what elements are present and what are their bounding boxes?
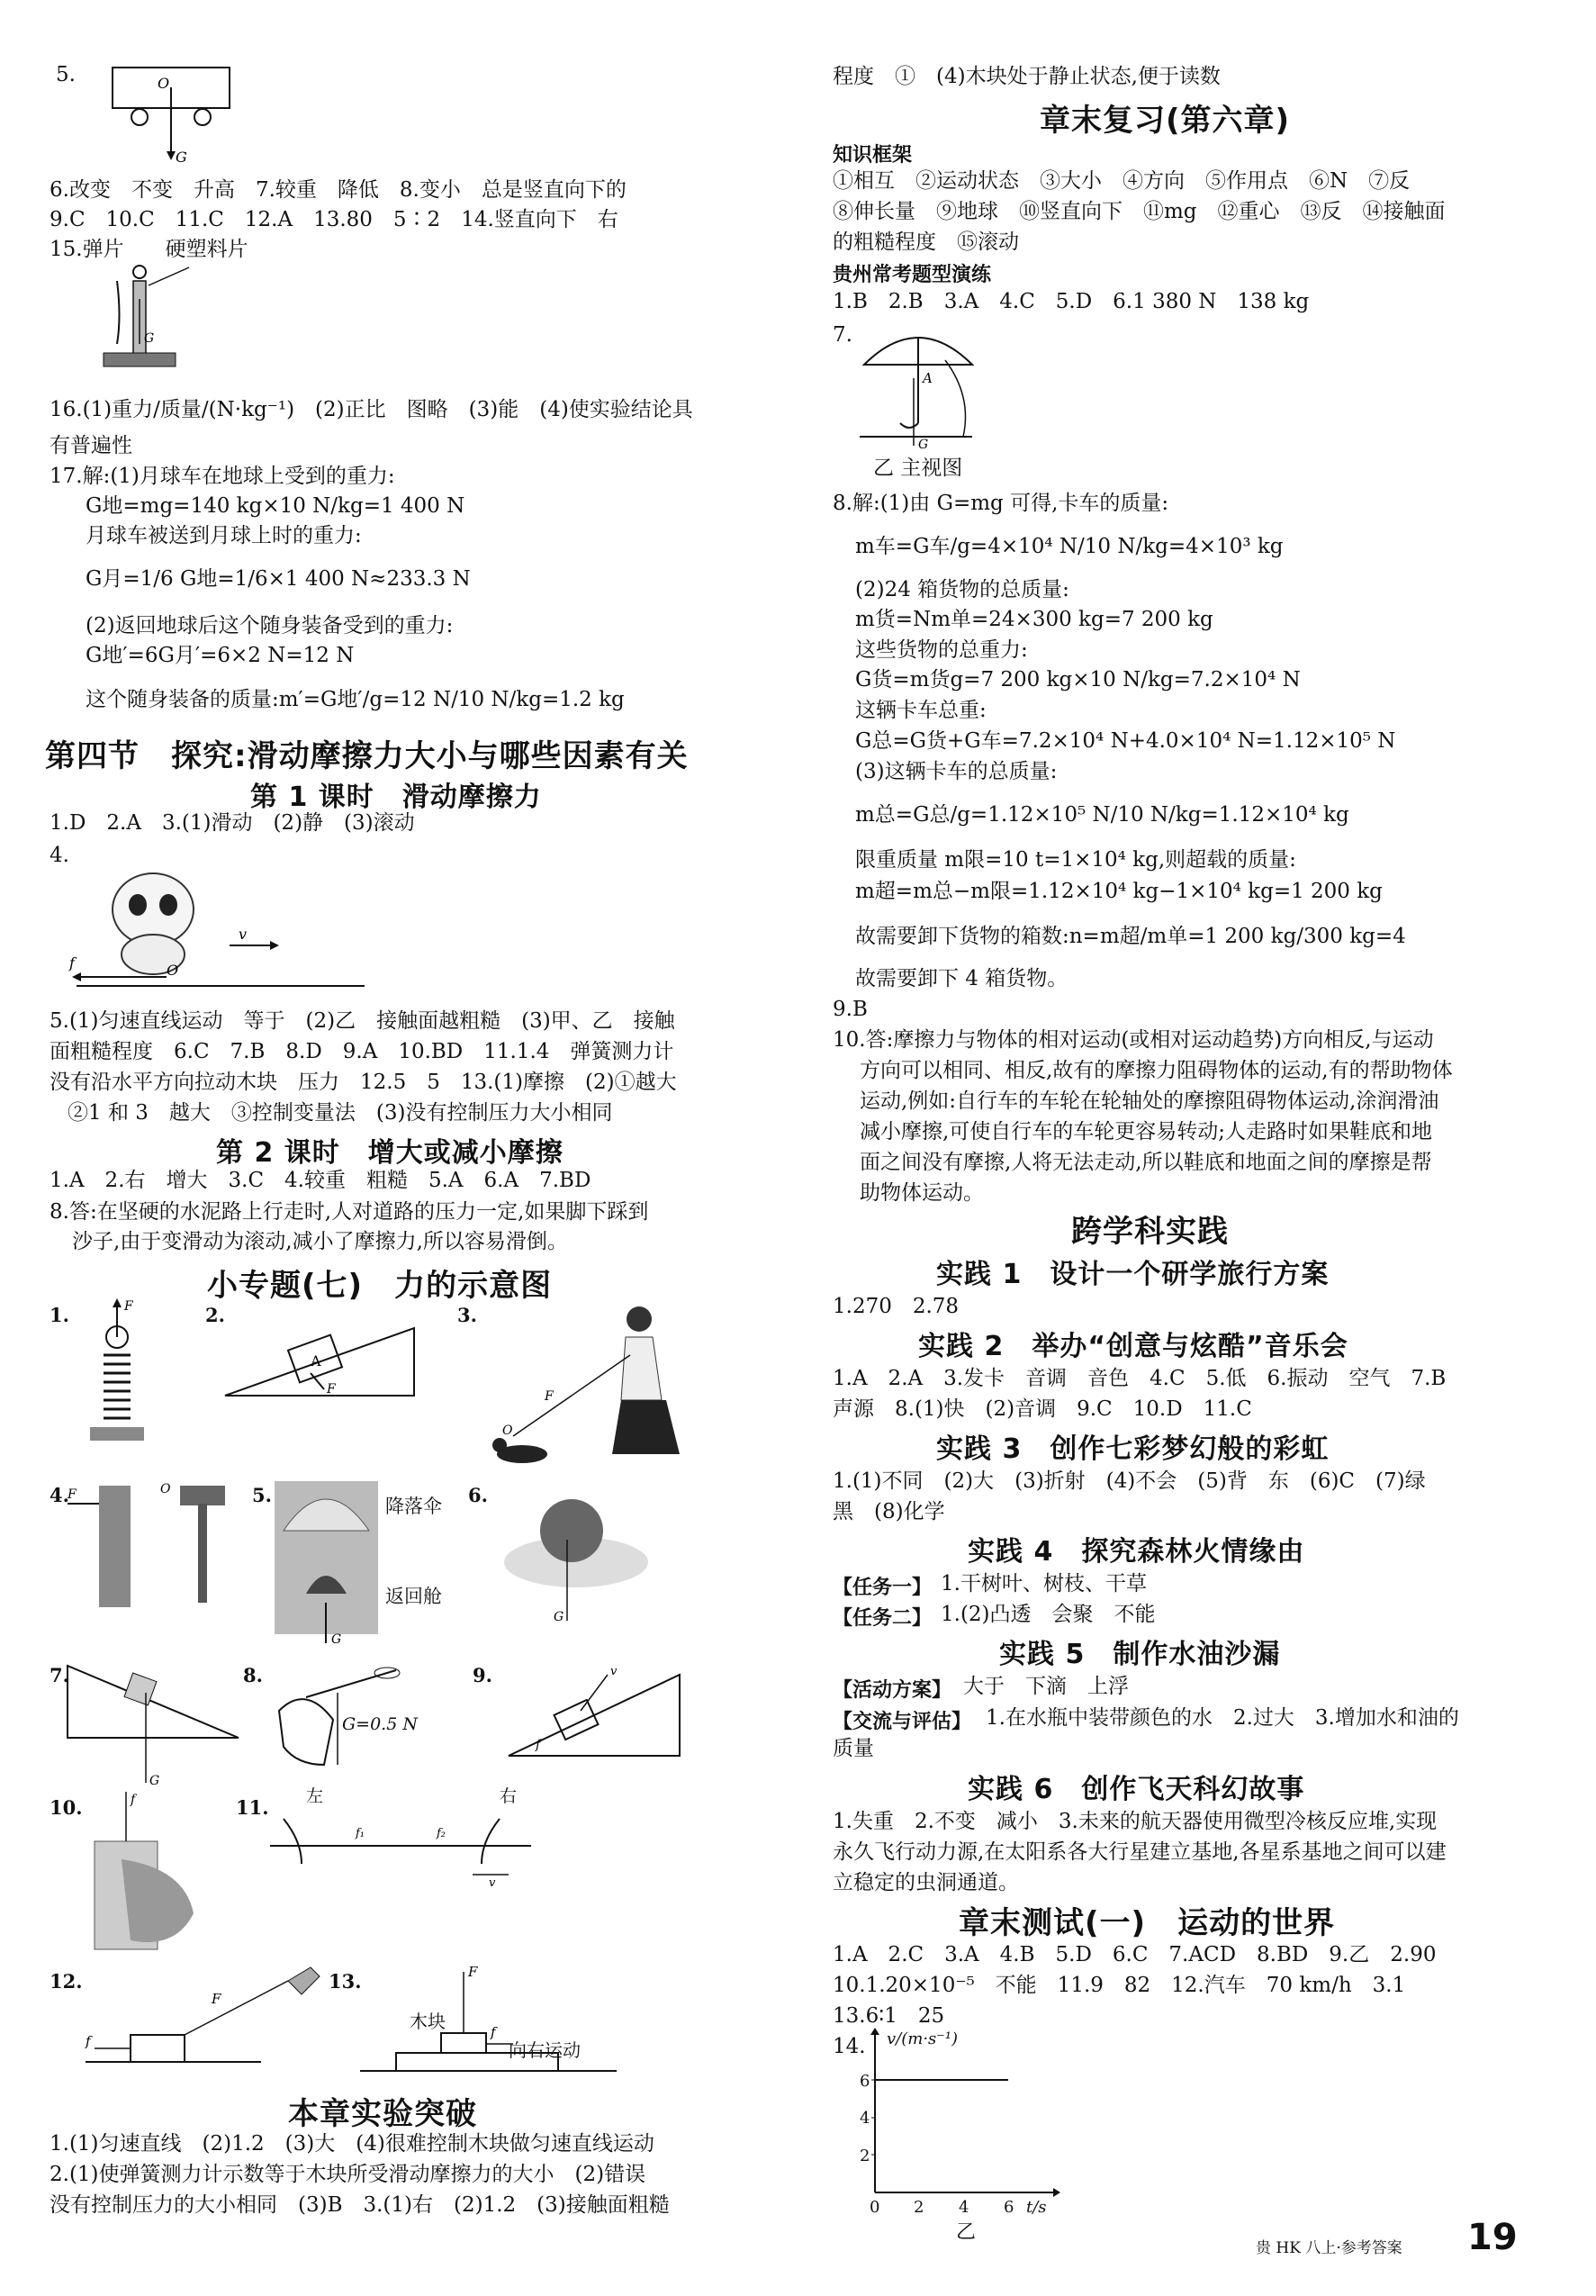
knowledge-frame-label: 知识框架 (833, 144, 913, 167)
svg-text:F: F (68, 1487, 77, 1502)
svg-text:f: f (536, 1738, 541, 1752)
answer-line: ①相互 ②运动状态 ③大小 ④方向 ⑤作用点 ⑥N ⑦反 (833, 169, 1411, 193)
fig-label: 6. (468, 1484, 488, 1506)
cart-figure (104, 63, 248, 167)
answer-line: 大于 下滴 上浮 (963, 1675, 1129, 1698)
chapter-review-heading: 章末复习(第六章) (1040, 103, 1291, 139)
answer-line: 1.(2)凸透 会聚 不能 (941, 1603, 1156, 1626)
left-label: 左 (306, 1786, 324, 1806)
answer-line: 故需要卸下货物的箱数:n=m超/m单=1 200 kg/300 kg=4 (855, 925, 1406, 948)
answer-line: 永久飞行动力源,在太阳系各大行星建立基地,各星系基地之间可以建 (833, 1840, 1447, 1864)
answer-line: 1.270 2.78 (833, 1295, 960, 1318)
svg-text:G: G (149, 1774, 160, 1788)
fig-label: 10. (50, 1796, 83, 1819)
answer-line: 13.6∶1 25 (833, 2004, 945, 2028)
answer-line: 9.B (833, 998, 868, 1021)
answer-line: 的粗糙程度 ⑮滚动 (833, 231, 1019, 254)
g05-label: G=0.5 N (342, 1714, 418, 1734)
answer-line: 面之间没有摩擦,人将无法走动,所以鞋底和地面之间的摩擦是帮 (860, 1151, 1432, 1174)
practice3-heading: 实践 3 创作七彩梦幻般的彩虹 (936, 1433, 1330, 1465)
answer-line: (2)返回地球后这个随身装备受到的重力: (86, 614, 454, 637)
fig-label: 8. (243, 1664, 263, 1686)
answer-line: 6.改变 不变 升高 7.较重 降低 8.变小 总是竖直向下的 (50, 178, 627, 202)
graph-caption: 乙 (956, 2221, 977, 2244)
svg-text:G: G (554, 1610, 564, 1624)
svg-text:F: F (545, 1389, 554, 1404)
answer-line: 助物体运动。 (860, 1181, 984, 1205)
answer-line: 1.(1)匀速直线 (2)1.2 (3)大 (4)很难控制木块做匀速直线运动 (50, 2132, 654, 2156)
fig-label: 11. (236, 1796, 269, 1819)
graph-ytick: 4 (860, 2109, 870, 2128)
fig-label: 1. (50, 1304, 69, 1326)
answer-line: 1.(1)不同 (2)大 (3)折射 (4)不会 (5)背 东 (6)C (7)绿 (833, 1469, 1426, 1493)
graph-ytick: 2 (860, 2147, 870, 2165)
answer-line: 10.1.20×10⁻⁵ 不能 11.9 82 12.汽车 70 km/h 3.1 (833, 1974, 1406, 1997)
svg-text:G: G (918, 438, 929, 450)
task2-label: 【任务二】 (833, 1607, 933, 1630)
answer-line: 减小摩擦,可使自行车的车轮更容易转动;人走路时如果鞋底和地 (860, 1120, 1433, 1143)
answer-line: 1.A 2.C 3.A 4.B 5.D 6.C 7.ACD 8.BD 9.乙 2.90 (833, 1943, 1437, 1966)
block-board-figure (356, 1963, 626, 2080)
answer-line: 这个随身装备的质量:m′=G地′/g=12 N/10 N/kg=1.2 kg (86, 688, 625, 711)
fig-label: 7. (50, 1664, 69, 1686)
answer-line: 4. (50, 844, 69, 867)
experiment-heading: 本章实验突破 (288, 2096, 477, 2132)
fig-label: 3. (457, 1304, 477, 1326)
svg-text:F: F (212, 1991, 221, 2007)
svg-text:F: F (327, 1382, 336, 1397)
answer-line: G月=1/6 G地=1/6×1 400 N≈233.3 N (86, 567, 471, 591)
answer-line: (3)这辆卡车的总质量: (855, 760, 1058, 783)
chapter-test-heading: 章末测试(一) 运动的世界 (959, 1905, 1336, 1941)
graph-xtick: 0 (870, 2198, 880, 2217)
answer-line: 8.答:在坚硬的水泥路上行走时,人对道路的压力一定,如果脚下踩到 (50, 1200, 649, 1224)
answer-line: 2.(1)使弹簧测力计示数等于木块所受滑动摩擦力的大小 (2)错误 (50, 2163, 646, 2186)
svg-text:v: v (610, 1665, 618, 1678)
graph-xtick: 2 (914, 2198, 924, 2217)
svg-text:G: G (176, 149, 187, 166)
task1-label: 【任务一】 (833, 1577, 933, 1599)
section4-heading: 第四节 探究:滑动摩擦力大小与哪些因素有关 (45, 738, 689, 774)
answer-line: 面粗糙程度 6.C 7.B 8.D 9.A 10.BD 11.1.4 弹簧测力计 (50, 1040, 674, 1063)
answer-line: 立稳定的虫洞通道。 (833, 1871, 1019, 1894)
answer-line: 1.A 2.A 3.发卡 音调 音色 4.C 5.低 6.振动 空气 7.B (833, 1367, 1447, 1390)
answer-line: 14. (833, 2035, 866, 2058)
svg-text:O: O (160, 1482, 171, 1496)
answer-line: 8.解:(1)由 G=mg 可得,卡车的质量: (833, 492, 1169, 515)
answer-line: 16.(1)重力/质量/(N·kg⁻¹) (2)正比 图略 (3)能 (4)使实验结论具 (50, 398, 693, 421)
svg-text:O: O (158, 75, 170, 92)
fig-label: 4. (50, 1484, 69, 1506)
practice4-heading: 实践 4 探究森林火情缘由 (968, 1536, 1305, 1568)
answer-line: 质量 (833, 1737, 874, 1760)
apple-hand-figure (495, 1486, 657, 1630)
answer-line: 1.失重 2.不变 减小 3.未来的航天器使用微型冷核反应堆,实现 (833, 1810, 1438, 1833)
panda-figure (68, 860, 374, 995)
answer-line: 没有沿水平方向拉动木块 压力 12.5 5 13.(1)摩擦 (2)①越大 (50, 1071, 677, 1094)
answer-line: 这辆卡车总重: (855, 699, 987, 722)
topic7-heading: 小专题(七) 力的示意图 (207, 1268, 553, 1304)
answer-line: m货=Nm单=24×300 kg=7 200 kg (855, 608, 1213, 631)
practice1-heading: 实践 1 设计一个研学旅行方案 (936, 1259, 1330, 1290)
answer-line: 5.(1)匀速直线运动 等于 (2)乙 接触面越粗糙 (3)甲、乙 接触 (50, 1009, 675, 1033)
umbrella-figure (855, 324, 981, 450)
practice5-heading: 实践 5 制作水油沙漏 (999, 1639, 1281, 1670)
svg-text:f: f (86, 2033, 91, 2049)
answer-line: 这些货物的总重力: (855, 638, 1028, 662)
lesson1-heading: 第 1 课时 滑动摩擦力 (250, 782, 542, 813)
lesson2-heading: 第 2 课时 增大或减小摩擦 (216, 1137, 564, 1169)
answer-line: 没有控制压力的大小相同 (3)B 3.(1)右 (2)1.2 (3)接触面粗糙 (50, 2193, 670, 2217)
answer-line: 程度 ① (4)木块处于静止状态,便于读数 (833, 65, 1221, 88)
svg-text:f: f (131, 1793, 136, 1807)
svg-text:v: v (489, 1876, 496, 1890)
footer-text: 贵 HK 八上·参考答案 (1256, 2239, 1402, 2257)
activity-plan-label: 【活动方案】 (833, 1679, 952, 1702)
svg-text:f₁: f₁ (356, 1827, 365, 1840)
right-label: 右 (500, 1786, 518, 1806)
incline-block-figure (221, 1310, 419, 1400)
answer-line: 1.在水瓶中装带颜色的水 2.过大 3.增加水和油的 (986, 1706, 1459, 1730)
answer-line: G货=m货g=7 200 kg×10 N/kg=7.2×10⁴ N (855, 668, 1301, 692)
answer-line: G总=G货+G车=7.2×10⁴ N+4.0×10⁴ N=1.12×10⁵ N (855, 729, 1396, 753)
svg-text:F: F (468, 1964, 478, 1980)
answer-line: 方向可以相同、相反,故有的摩擦力阻碍物体的运动,有的帮助物体 (860, 1059, 1453, 1082)
graph-xlabel: t/s (1026, 2198, 1047, 2217)
answer-line: 黑 (8)化学 (833, 1500, 945, 1523)
fig-label: 9. (473, 1664, 492, 1686)
incline-figure-9 (504, 1657, 684, 1765)
capsule-label: 返回舱 (385, 1586, 442, 1607)
svg-text:F: F (124, 1299, 133, 1314)
cross-discipline-heading: 跨学科实践 (1071, 1214, 1229, 1250)
answer-line: m车=G车/g=4×10⁴ N/10 N/kg=4×10³ kg (855, 535, 1284, 558)
answer-line: 运动,例如:自行车的车轮在轮轴处的摩擦阻碍物体运动,涂润滑油 (860, 1089, 1439, 1113)
answer-line: ②1 和 3 越大 ③控制变量法 (3)没有控制压力大小相同 (68, 1101, 613, 1125)
answer-line: 声源 8.(1)快 (2)音调 9.C 10.D 11.C (833, 1397, 1252, 1421)
answer-line: G地=mg=140 kg×10 N/kg=1 400 N (86, 494, 465, 518)
graph-ylabel: v/(m·s⁻¹) (887, 2029, 959, 2048)
svg-text:G: G (331, 1632, 342, 1647)
answer-line: 10.答:摩擦力与物体的相对运动(或相对运动趋势)方向相反,与运动 (833, 1028, 1434, 1052)
fig-label: 2. (205, 1304, 225, 1326)
parachute-label: 降落伞 (385, 1496, 442, 1517)
fig-label: 13. (329, 1970, 362, 1993)
guizhou-practice-label: 贵州常考题型演练 (833, 264, 992, 286)
graph-ytick: 6 (860, 2072, 870, 2091)
vt-graph (855, 2026, 1062, 2215)
move-right-label: 向右运动 (509, 2039, 581, 2061)
answer-line: ⑧伸长量 ⑨地球 ⑩竖直向下 ⑪mg ⑫重心 ⑬反 ⑭接触面 (833, 200, 1446, 223)
answer-line: m总=G总/g=1.12×10⁵ N/10 N/kg=1.12×10⁴ kg (855, 803, 1349, 827)
fig-label: 12. (50, 1970, 83, 1993)
answer-line: 1.B 2.B 3.A 4.C 5.D 6.1 380 N 138 kg (833, 290, 1310, 313)
svg-text:O: O (167, 962, 179, 979)
svg-text:v: v (239, 926, 248, 943)
svg-text:f₂: f₂ (437, 1827, 446, 1840)
spring-figure (72, 1297, 162, 1450)
svg-text:G: G (144, 331, 155, 346)
svg-text:A: A (923, 370, 933, 386)
answer-line: 有普遍性 (50, 434, 132, 457)
answer-line: G地′=6G月′=6×2 N=12 N (86, 644, 355, 667)
cup-hand-figure (86, 1787, 203, 1958)
answer-line: 1.D 2.A 3.(1)滑动 (2)静 (3)滚动 (50, 811, 415, 835)
page-number: 19 (1467, 2217, 1518, 2258)
pull-block-figure (81, 1963, 333, 2071)
answer-line: 沙子,由于变滑动为滚动,减小了摩擦力,所以容易滑倒。 (72, 1230, 568, 1253)
svg-text:f: f (69, 954, 75, 972)
block-label: 木块 (410, 2011, 446, 2032)
q5-label: 5. (56, 63, 76, 86)
front-view-caption: 乙 主视图 (873, 456, 963, 480)
graph-xtick: 4 (959, 2198, 969, 2217)
answer-line: 15.弹片 硬塑料片 (50, 238, 248, 261)
answer-line: 9.C 10.C 11.C 12.A 13.80 5∶2 14.竖直向下 右 (50, 208, 618, 231)
spring-plate-figure (99, 263, 207, 375)
graph-xtick: 6 (1004, 2198, 1014, 2217)
answer-line: m超=m总−m限=1.12×10⁴ kg−1×10⁴ kg=1 200 kg (855, 880, 1383, 903)
practice6-heading: 实践 6 创作飞天科幻故事 (968, 1774, 1305, 1805)
exchange-label: 【交流与评估】 (833, 1711, 972, 1733)
answer-line: 故需要卸下 4 箱货物。 (855, 967, 1069, 990)
dog-walk-figure (477, 1301, 693, 1481)
svg-text:f: f (491, 2024, 496, 2040)
answer-line: 7. (833, 323, 852, 347)
answer-line: 限重质量 m限=10 t=1×10⁴ kg,则超载的质量: (855, 848, 1296, 872)
answer-line: 17.解:(1)月球车在地球上受到的重力: (50, 465, 395, 488)
capsule-figure (270, 1477, 387, 1648)
answer-line: 1.干树叶、树枝、干草 (941, 1572, 1147, 1595)
fig-label: 5. (252, 1484, 272, 1506)
answer-line: 月球车被送到月球上时的重力: (86, 524, 362, 547)
answer-line: 1.A 2.右 增大 3.C 4.较重 粗糙 5.A 6.A 7.BD (50, 1169, 591, 1192)
svg-text:O: O (502, 1424, 513, 1438)
answer-line: (2)24 箱货物的总质量: (855, 578, 1069, 601)
svg-text:A: A (311, 1352, 321, 1369)
hammer-nail-figure (63, 1477, 243, 1612)
incline-figure-7 (63, 1657, 243, 1792)
practice2-heading: 实践 2 举办“创意与炫酷”音乐会 (918, 1331, 1348, 1362)
